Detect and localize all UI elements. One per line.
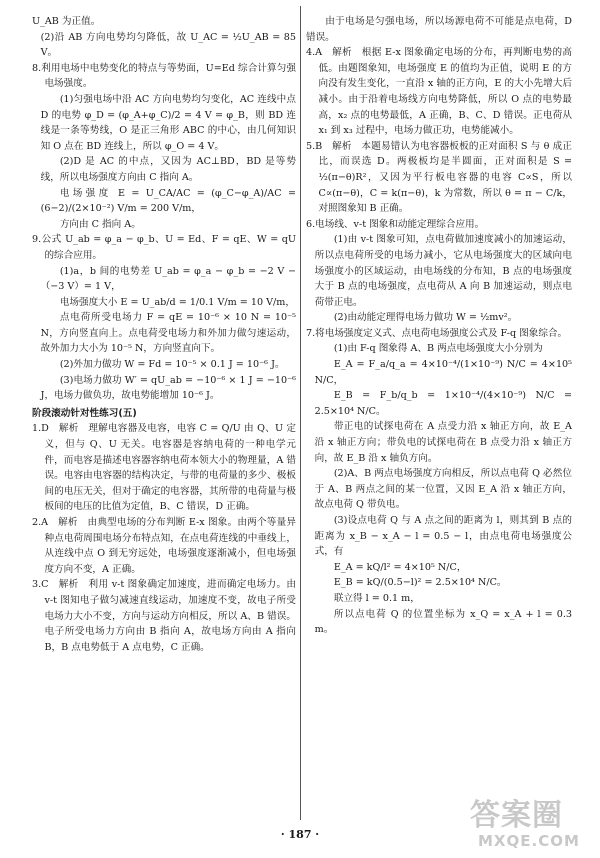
left-paragraph: (1)a，b 间的电势差 U_ab = φ_a − φ_b = −2 V −（−3 V）= 1 V， <box>40 265 296 293</box>
left-paragraph: 阶段滚动针对性练习(五) <box>32 407 137 419</box>
right-paragraph: E_B = kQ/(0.5−l)² = 2.5×10⁴ N/C。 <box>333 577 507 589</box>
left-paragraph: U_AB 为正值。 <box>32 16 101 27</box>
left-paragraph: 点电荷所受电场力 F = qE = 10⁻⁶ × 10 N = 10⁻⁵ N，方向竖直向上。点电荷受电场力和外加力做匀速运动，故外加力大小为 10⁻⁵ N，方向竖直向下。 <box>40 312 296 355</box>
left-paragraph: 9.公式 U_ab = φ_a − φ_b、U = Ed、F = qE、W = qU 的综合应用。 <box>32 234 296 261</box>
right-paragraph: 6.电场线、v-t 图象和动能定理综合应用。 <box>306 218 485 230</box>
left-paragraph: 2.A 解析 由典型电场的分布判断 E-x 图象。由两个等量异种点电荷周围电场分布特点知，在点电荷连线的中垂线上，从连线中点 O 到无穷远处，电场强度逐渐减小，但电场强度方向不变，A 正确。 <box>32 517 296 575</box>
left-paragraph: (2)外加力做功 W = Fd = 10⁻⁵ × 0.1 J = 10⁻⁶ J。 <box>59 359 285 371</box>
left-column <box>32 14 296 655</box>
left-paragraph: 8.利用电场中电势变化的特点与等势面，U=Ed 综合计算匀强电场强度。 <box>32 62 296 90</box>
right-paragraph: (1)由 F-q 图象得 A、B 两点电场强度大小分别为 <box>333 343 543 355</box>
left-paragraph: (3)电场力做功 W′ = qU_ab = −10⁻⁶ × 1 J = −10⁻⁶ J，电场力做负功，故电势能增加 10⁻⁶ J。 <box>40 374 296 402</box>
right-column <box>306 14 572 638</box>
left-paragraph: (2)D 是 AC 的中点，又因为 AC⊥BD，BD 是等势线，所以电场强度方向由 C 指向 A。 <box>40 156 296 183</box>
right-paragraph: (2)由动能定理得电场力做功 W = ½mv²。 <box>333 312 518 324</box>
column-divider <box>300 6 301 820</box>
page-number: · 187 · <box>280 828 320 841</box>
right-paragraph: E_B = F_b/q_b = 1×10⁻⁴/(4×10⁻⁹) N/C = 2.5×10⁴ N/C。 <box>314 390 572 417</box>
right-paragraph: (2)A、B 两点电场强度方向相反，所以点电荷 Q 必然位于 A、B 两点之间的某一位置，又因 E_A 沿 x 轴正方向，故点电荷 Q 带负电。 <box>314 468 572 511</box>
watermark-glyphs: 答案圈 <box>470 798 563 833</box>
right-paragraph: 由于电场是匀强电场，所以场源电荷不可能是点电荷，D 错误。 <box>306 16 572 43</box>
right-paragraph: E_A = F_a/q_a = 4×10⁻⁴/(1×10⁻⁹) N/C = 4×10⁵ N/C， <box>314 359 572 386</box>
right-paragraph: 4.A 解析 根据 E-x 图象确定电场的分布，再判断电势的高低。由题图象知，电场强度 E 的值均为正值，说明 E 的方向没有发生变化，一直沿 x 轴的正方向，E 的大小先增大后减小。由于沿着电场线方向电势降低，所以 O 点的电势最高，x₂ 点的电势最低，A 正确，B、C、D 错误。正电荷从 x₁ 到 x₃ 过程中，电场力做正功，电势能减小。 <box>306 47 572 137</box>
right-paragraph: 联立得 l = 0.1 m， <box>333 592 420 604</box>
left-paragraph: 方向由 C 指向 A。 <box>59 218 141 230</box>
left-paragraph: 1.D 解析 理解电容器及电容，电容 C = Q/U 由 Q、U 定义，但与 Q、U 无关。电容器是容纳电荷的一种电学元件，而电容是描述电容器容纳电荷本领大小的物理量，A 错误。电容由电容器的结构决定，与带的电荷量的多少、极板间的电压无关，但对于确定的电容器，其所带的电荷量与极板间的电压的比值为定值，B、C 错误，D 正确。 <box>32 423 296 513</box>
left-paragraph: 电场强度大小 E = U_ab/d = 1/0.1 V/m = 10 V/m， <box>59 296 295 308</box>
left-paragraph: 电场强度 E = U_CA/AC = (φ_C−φ_A)/AC = (6−2)/(2×10⁻²) V/m = 200 V/m， <box>40 187 296 215</box>
right-paragraph: 所以点电荷 Q 的位置坐标为 x_Q = x_A + l = 0.3 m。 <box>314 608 572 636</box>
right-paragraph: (3)设点电荷 Q 与 A 点之间的距离为 l，则其到 B 点的距离为 x_B − x_A − l = 0.5 − l，由点电荷电场强度公式，有 <box>314 515 572 558</box>
right-paragraph: 带正电的试探电荷在 A 点受力沿 x 轴正方向，故 E_A 沿 x 轴正方向；带负电的试探电荷在 B 点受力沿 x 轴正方向，故 E_B 沿 x 轴负方向。 <box>314 421 572 464</box>
watermark-logo <box>470 800 600 858</box>
right-paragraph: (1)由 v-t 图象可知，点电荷做加速度减小的加速运动，所以点电荷所受的电场力减小，它从电场强度大的区域向电场强度小的区域运动，由电场线的分布知，B 点的电场强度大于 B 点的电场强度，点电荷从 A 向 B 加速运动，则点电荷带正电。 <box>314 234 572 308</box>
watermark-text: MXQE.COM <box>478 832 580 850</box>
left-paragraph: 3.C 解析 利用 v-t 图象确定加速度，进而确定电场力。由 v-t 图知电子做匀减速直线运动，加速度不变，故电子所受电场力大小不变，方向与运动方向相反，所以 A、B 错误。电子所受电场力方向由 B 指向 A，故电场方向由 A 指向 B，B 点电势低于 A 点电势，C 正确。 <box>32 579 296 653</box>
right-paragraph: 5.B 解析 本题易错认为电容器板板的正对面积 S 与 θ 成正比，而误选 D。两极板均是半圆面，正对面积是 S = ½(π−θ)R²，又因为平行板电容器的电容 C∝S，所以 C∝(π−θ)，C = k(π−θ)，k 为常数，所以 θ = π − C/k，对照图象知 B 正确。 <box>306 140 572 215</box>
right-paragraph: 7.将电场强度定义式、点电荷电场强度公式及 F-q 图象综合。 <box>306 327 568 339</box>
right-paragraph: E_A = kQ/l² = 4×10⁵ N/C， <box>333 561 467 573</box>
left-paragraph: (2)沿 AB 方向电势均匀降低，故 U_AC = ½U_AB = 85 V。 <box>40 31 296 59</box>
left-paragraph: (1)匀强电场中沿 AC 方向电势均匀变化，AC 连线中点 D 的电势 φ_D = (φ_A+φ_C)/2 = 4 V = φ_B，则 BD 连线是一条等势线，O 是正三角形 ABC 的中心，由几何知识知 O 点在 BD 连线上，所以 φ_O = 4 V。 <box>40 93 296 152</box>
